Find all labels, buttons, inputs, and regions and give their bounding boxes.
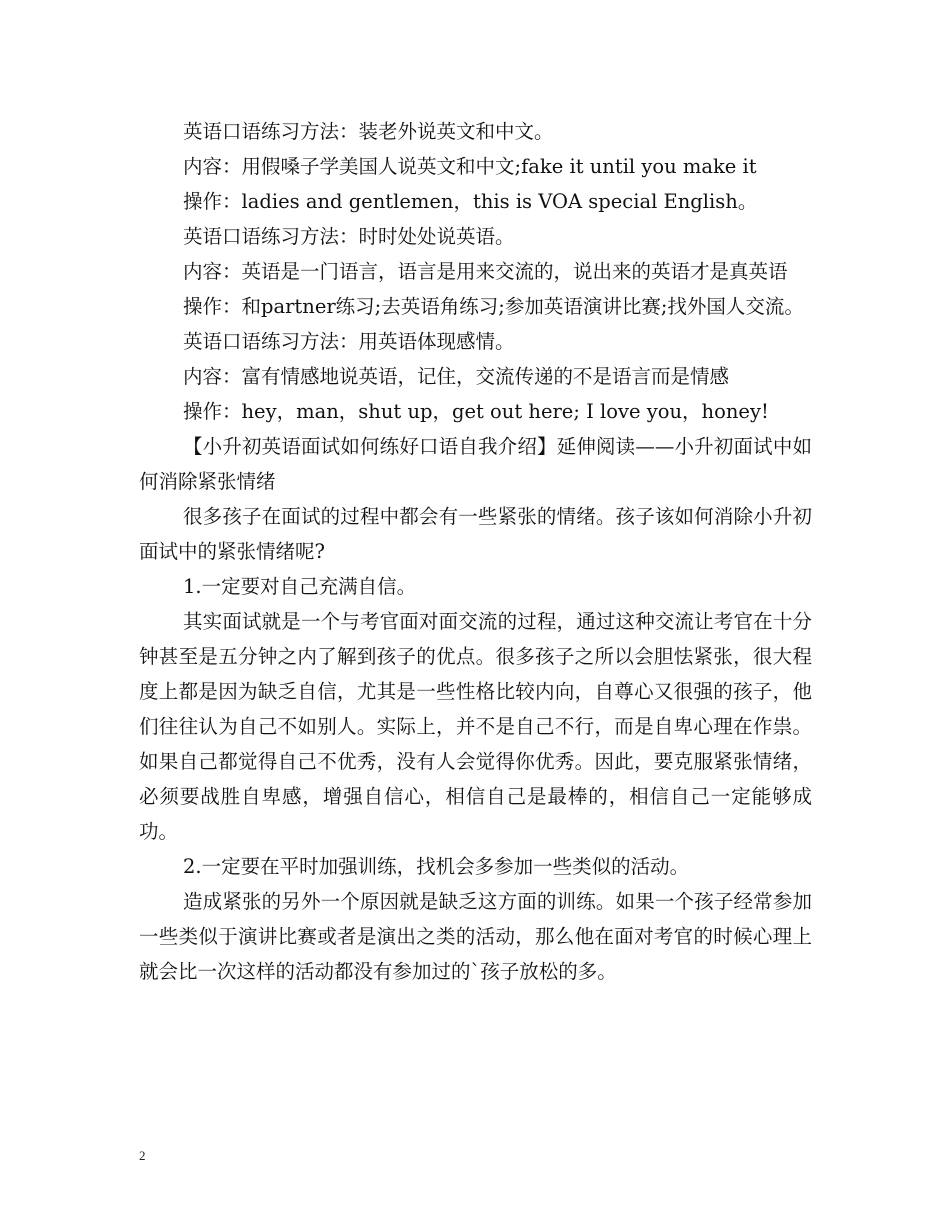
document-body xyxy=(139,114,812,989)
paragraph-point-2: 2.一定要在平时加强训练，找机会多参加一些类似的活动。 xyxy=(183,855,690,878)
paragraph-method-2: 英语口语练习方法：时时处处说英语。 xyxy=(183,225,515,248)
paragraph-point-1-body: 其实面试就是一个与考官面对面交流的过程，通过这种交流让考官在十分钟甚至是五分钟之内了解到孩子的优点。很多孩子之所以会胆怯紧张，很大程度上都是因为缺乏自信，尤其是一些性格比较内向，自尊心又很强的孩子，他们往往认为自己不如别人。实际上，并不是自己不行，而是自卑心理在作祟。如果自己都觉得自己不优秀，没有人会觉得你优秀。因此，要克服紧张情绪，必须要战胜自卑感，增强自信心，相信自己是最棒的，相信自己一定能够成功。 xyxy=(139,610,812,843)
paragraph-operation-2: 操作：和partner练习;去英语角练习;参加英语演讲比赛;找外国人交流。 xyxy=(183,295,804,318)
paragraph-operation-3: 操作：hey，man，shut up，get out here; I love you，honey! xyxy=(183,400,769,423)
paragraph-point-1: 1.一定要对自己充满自信。 xyxy=(183,575,417,598)
paragraph-method-1: 英语口语练习方法：装老外说英文和中文。 xyxy=(183,120,554,143)
paragraph-method-3: 英语口语练习方法：用英语体现感情。 xyxy=(183,330,515,353)
page-number: 2 xyxy=(139,1148,146,1163)
paragraph-operation-1: 操作：ladies and gentlemen，this is VOA special English。 xyxy=(183,190,758,213)
paragraph-content-1: 内容：用假嗓子学美国人说英文和中文;fake it until you make it xyxy=(183,155,757,178)
paragraph-intro: 很多孩子在面试的过程中都会有一些紧张的情绪。孩子该如何消除小升初面试中的紧张情绪呢? xyxy=(139,505,812,563)
paragraph-content-2: 内容：英语是一门语言，语言是用来交流的，说出来的英语才是真英语 xyxy=(183,260,788,283)
paragraph-extended-reading-heading: 【小升初英语面试如何练好口语自我介绍】延伸阅读——小升初面试中如何消除紧张情绪 xyxy=(139,435,812,493)
paragraph-content-3: 内容：富有情感地说英语，记住，交流传递的不是语言而是情感 xyxy=(183,365,730,388)
paragraph-point-2-body: 造成紧张的另外一个原因就是缺乏这方面的训练。如果一个孩子经常参加一些类似于演讲比赛或者是演出之类的活动，那么他在面对考官的时候心理上就会比一次这样的活动都没有参加过的`孩子放松的多。 xyxy=(139,890,812,983)
